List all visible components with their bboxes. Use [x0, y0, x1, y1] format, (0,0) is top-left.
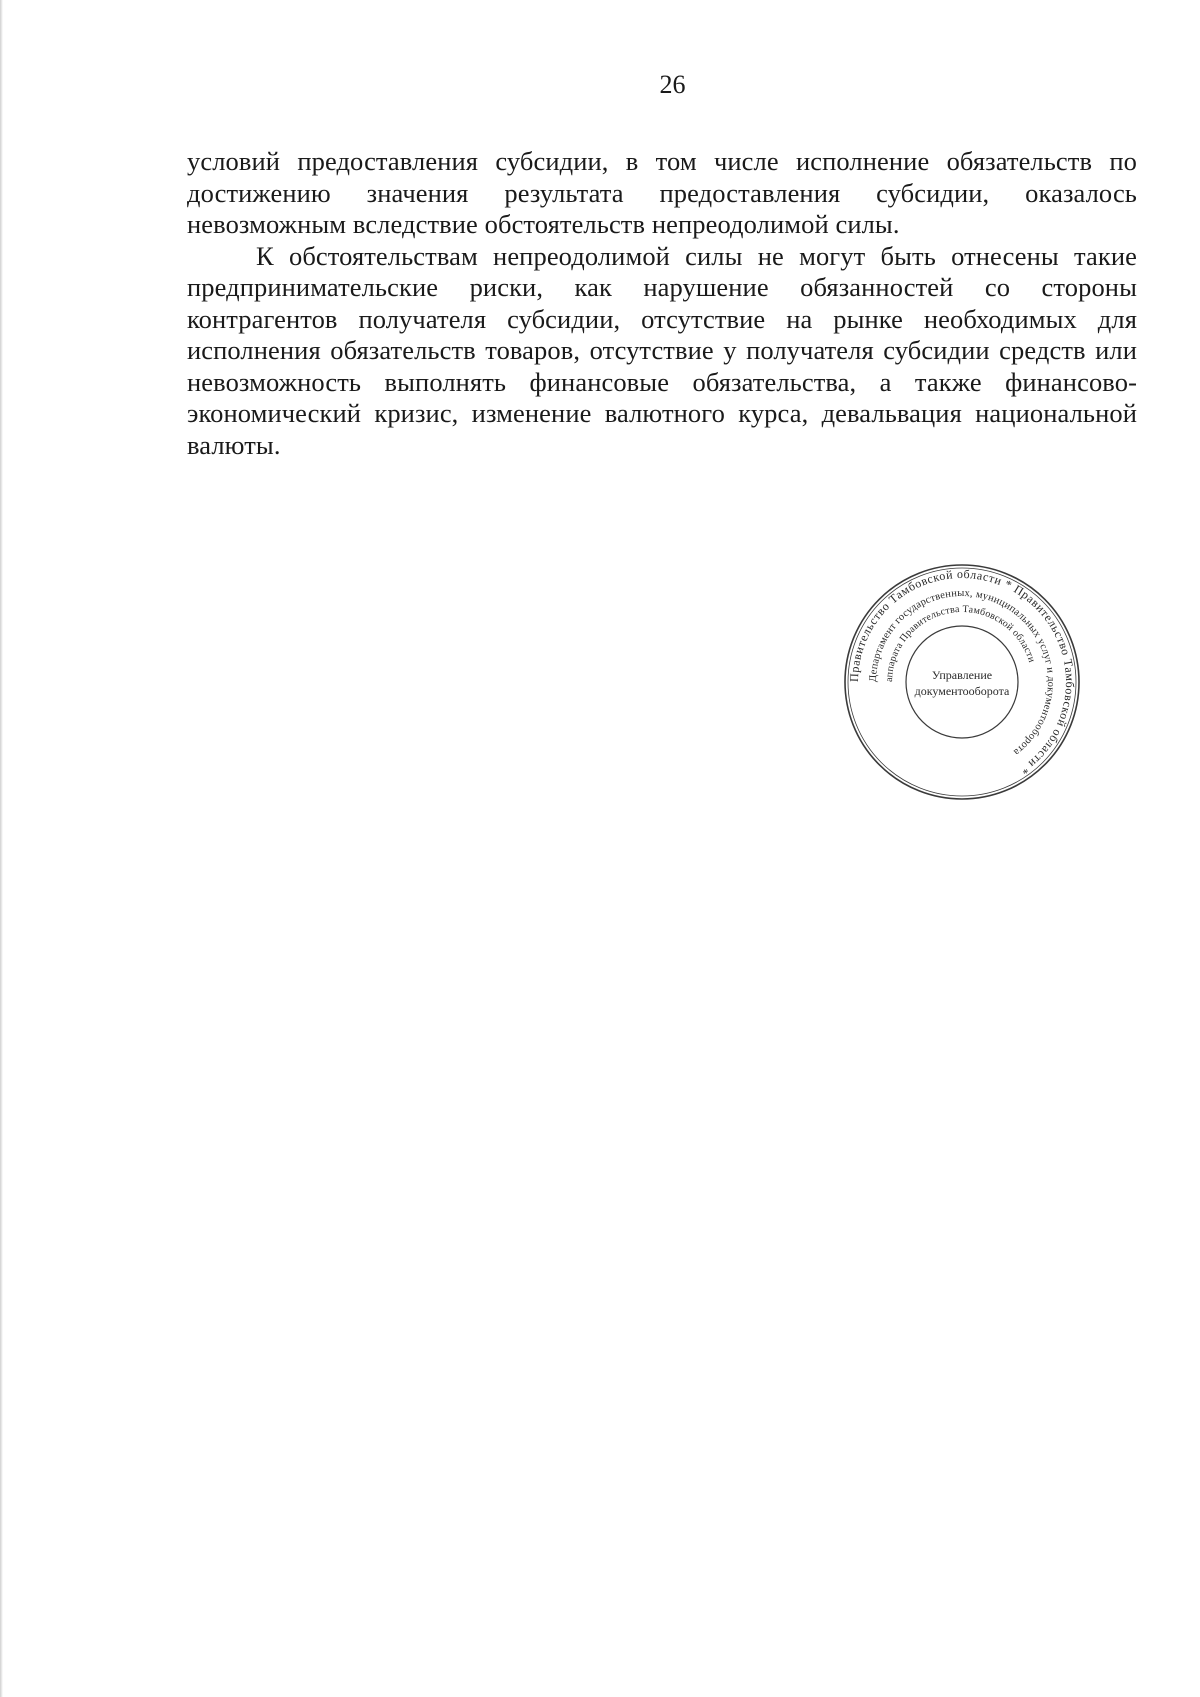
paragraph-2: К обстоятельствам непреодолимой силы не могут быть отнесены такие предпринимательские риски, как нарушение обязанностей со стороны контрагентов получателя субсидии, отсутствие на рынке необходимых для исполнения обязательств товаров, отсутствие у получателя субсидии средств или невозможность выполнять финансовые обязательства, а также финансово-экономический кризис, изменение валютного курса, девальвация национальной валюты. — [187, 240, 1137, 460]
paragraph-1: условий предоставления субсидии, в том числе исполнение обязательств по достижению значения результата предоставления субсидии, оказалось невозможным вследствие обстоятельств непреодолимой силы. — [187, 146, 1137, 239]
page-number: 26 — [659, 70, 686, 99]
seal-middle-text: Департамент государственных, муниципальных услуг и документооборота — [867, 587, 1057, 758]
seal-graphic — [842, 562, 1082, 802]
scan-edge-shadow — [0, 0, 3, 1697]
seal-inner-border — [906, 626, 1018, 738]
document-body — [187, 146, 1137, 461]
seal-center-line-1: Управление — [931, 668, 993, 682]
seal-outer-border — [845, 565, 1079, 799]
seal-outer-text: Правительство Тамбовской области * Правительство Тамбовской области * — [846, 566, 1078, 778]
seal-inner-text: аппарата Правительства Тамбовской области — [883, 603, 1038, 683]
seal-center-line-2: документооборота — [914, 684, 1010, 698]
official-seal — [842, 562, 1082, 802]
